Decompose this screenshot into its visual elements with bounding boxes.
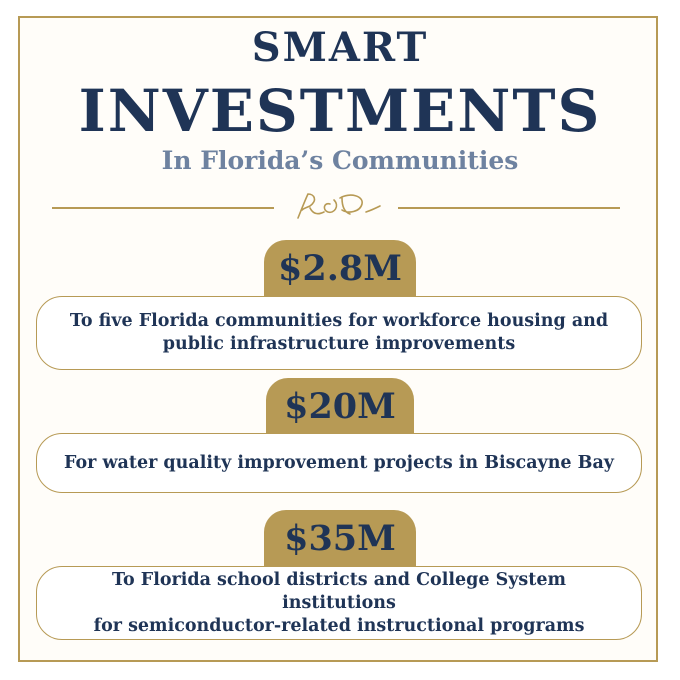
description-line: To Florida school districts and College System institutions (111, 569, 567, 613)
signature-icon (284, 186, 392, 226)
description-line: for semiconductor-related instructional programs (93, 615, 585, 636)
investment-card (36, 566, 642, 640)
amount-badge: $2.8M (264, 240, 416, 300)
amount-badge: $20M (266, 378, 414, 438)
investment-card (36, 433, 642, 493)
investment-card (36, 296, 642, 370)
description-line: For water quality improvement projects in Biscayne Bay (64, 452, 614, 473)
amount-badge: $35M (264, 510, 416, 570)
subtitle: In Florida’s Communities (161, 146, 519, 175)
divider-right (398, 207, 620, 209)
title-smart: SMART (251, 24, 429, 71)
title-investments: INVESTMENTS (78, 77, 602, 145)
description-line: public infrastructure improvements (162, 334, 516, 354)
description-line: To five Florida communities for workforce housing and (69, 311, 609, 331)
divider-left (52, 207, 274, 209)
